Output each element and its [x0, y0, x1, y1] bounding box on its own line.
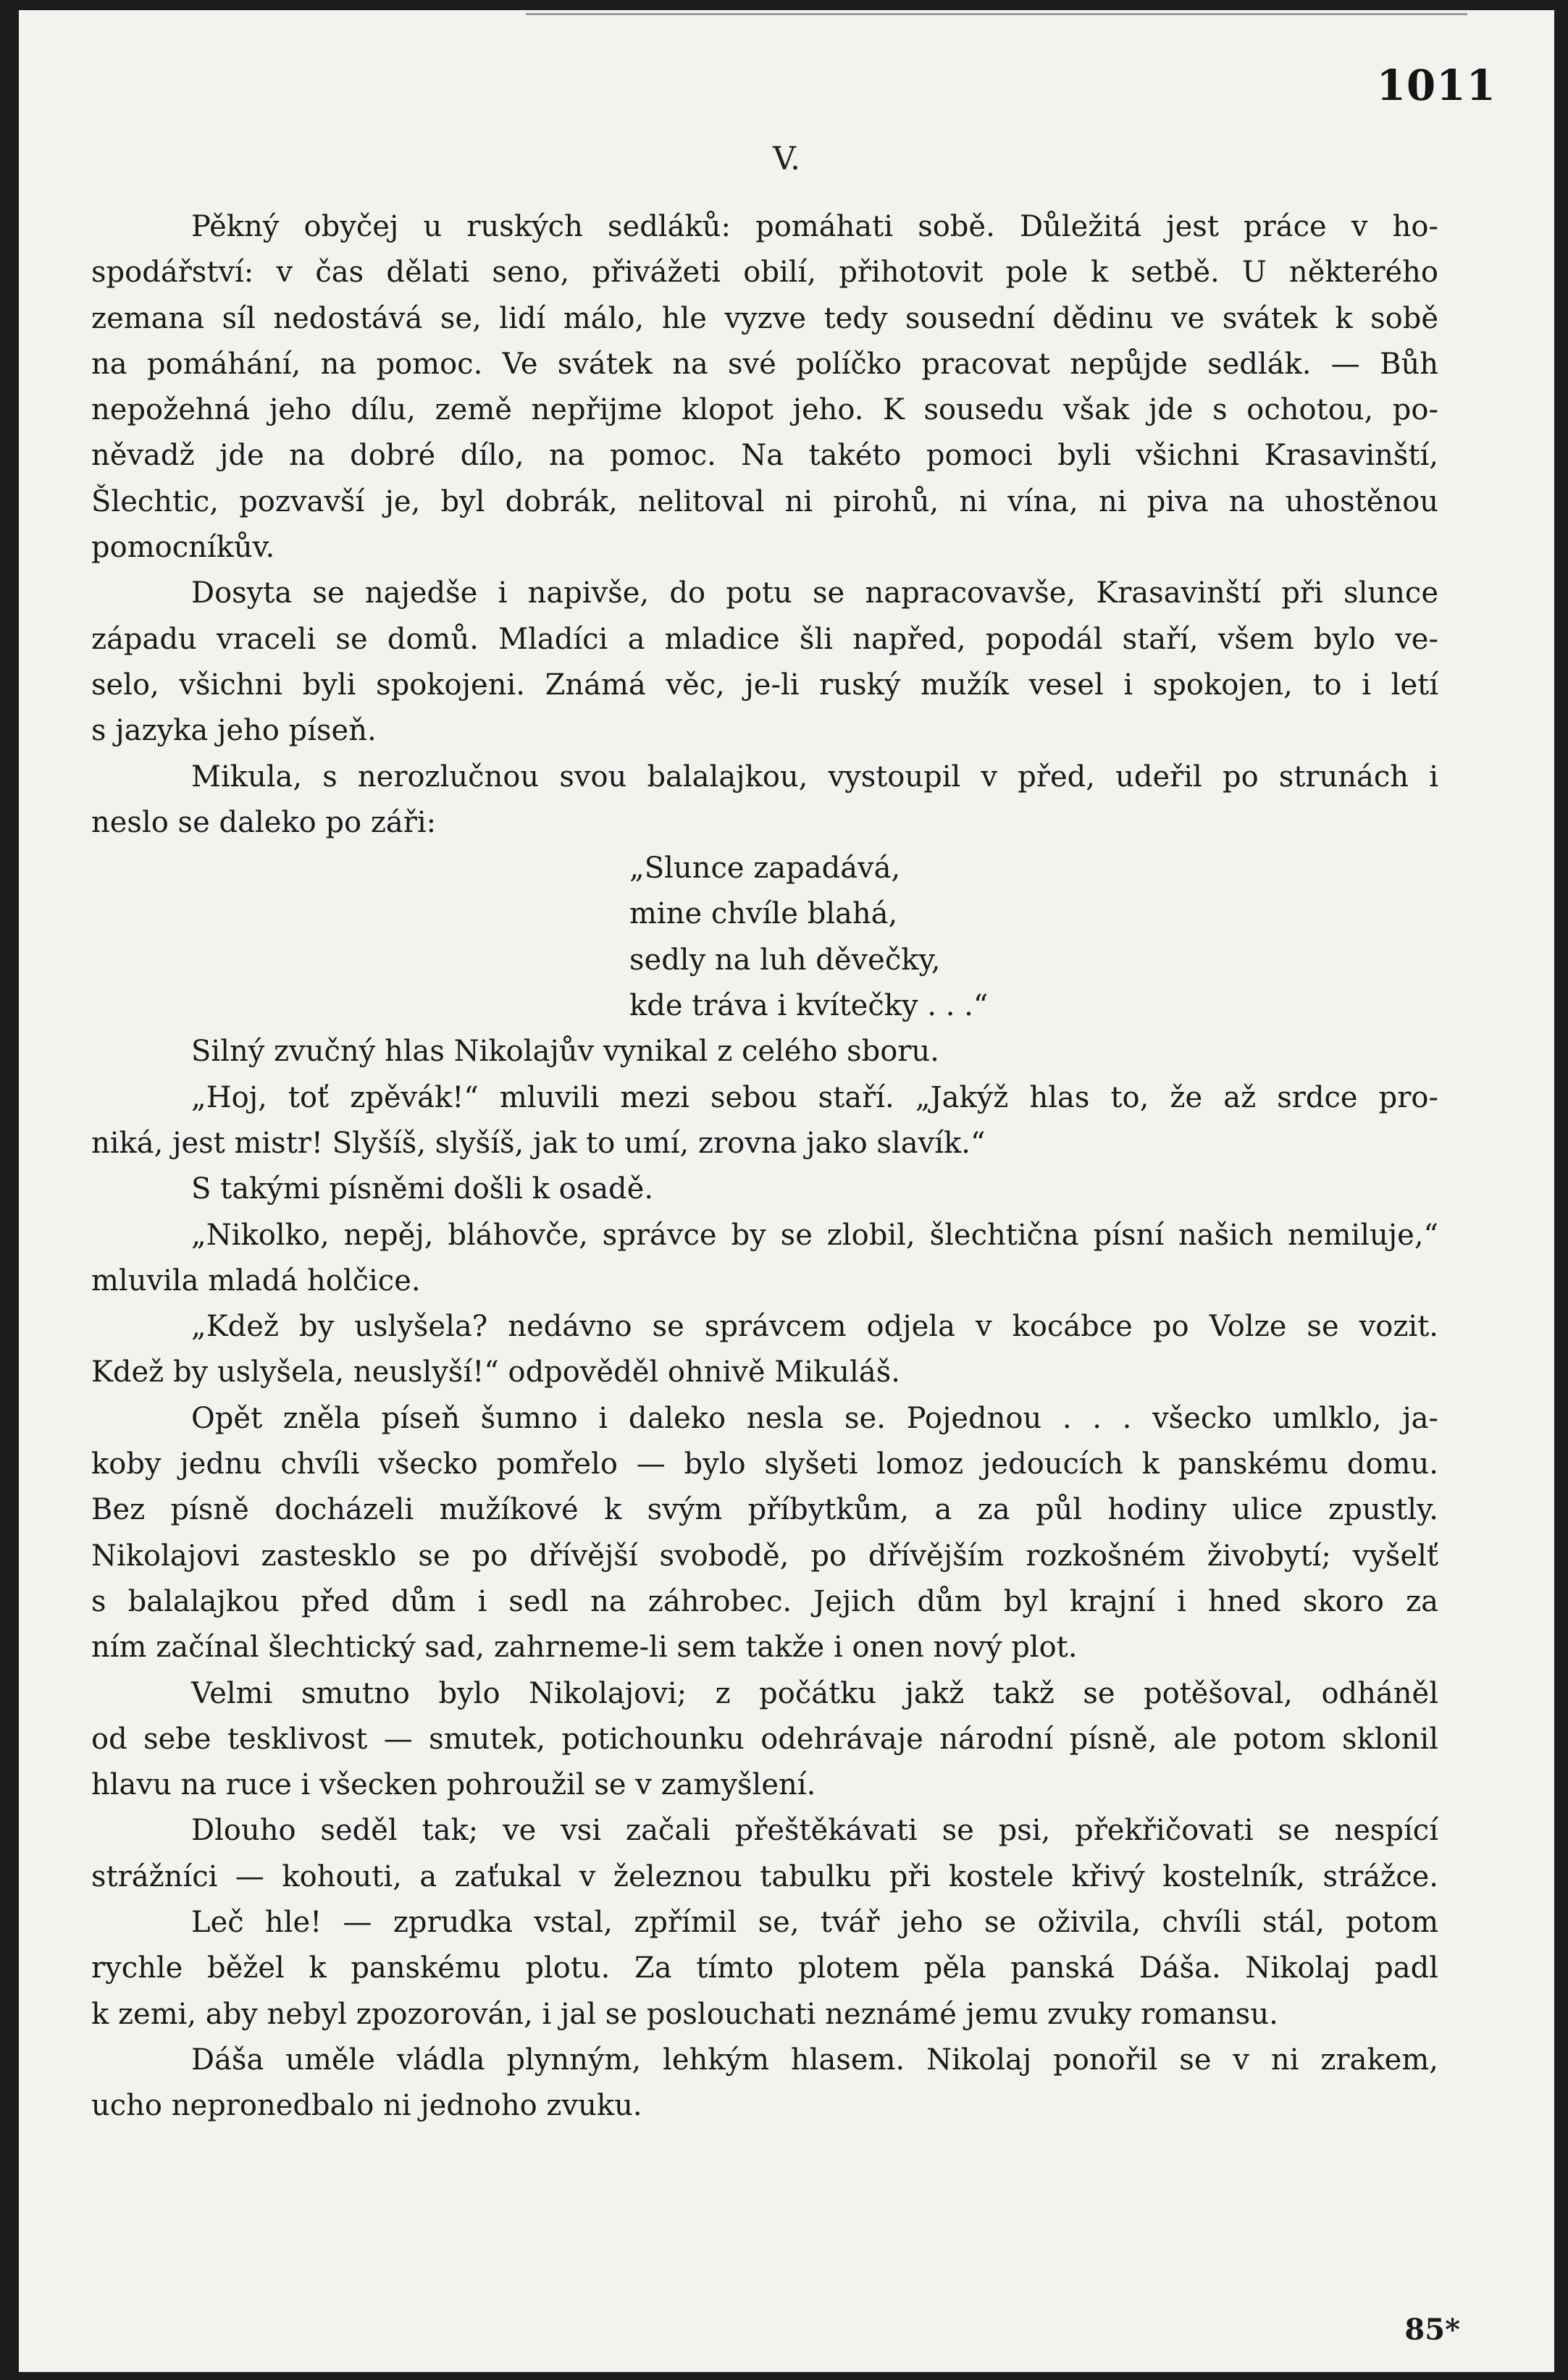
- verse-line: „Slunce zapadává,: [629, 851, 901, 886]
- text-line: ucho nepronedbalo ni jednoho zvuku.: [91, 2089, 642, 2123]
- text-line: Šlechtic, pozvavší je, byl dobrák, nelitoval ni pirohů, ni vína, ni piva na uhostěnou: [91, 484, 1438, 518]
- text-line: selo, všichni byli spokojeni. Známá věc, je-li ruský mužík vesel i spokojen, to i letí: [91, 668, 1438, 702]
- top-rule: [526, 13, 1467, 15]
- text-line: Bez písně docházeli mužíkové k svým příbytkům, a za půl hodiny ulice zpustly.: [91, 1493, 1438, 1527]
- text-line: niká, jest mistr! Slyšíš, slyšíš, jak to umí, zrovna jako slavík.“: [91, 1126, 986, 1160]
- text-line: Leč hle! — zprudka vstal, zpřímil se, tvář jeho se oživila, chvíli stál, potom: [191, 1905, 1438, 1939]
- text-line: spodářství: v čas dělati seno, přivážeti obilí, přihotovit pole k setbě. U některého: [91, 256, 1438, 290]
- text-line: hlavu na ruce i všecken pohroužil se v zamyšlení.: [91, 1768, 816, 1802]
- text-line: západu vraceli se domů. Mladíci a mladice šli napřed, popodál staří, všem bylo ve-: [91, 622, 1438, 656]
- verse-line: mine chvíle blahá,: [629, 897, 898, 931]
- text-line: strážníci — kohouti, a zaťukal v železnou tabulku při kostele křivý kostelník, strážce.: [91, 1859, 1438, 1893]
- text-line: „Nikolko, nepěj, bláhovče, správce by se zlobil, šlechtična písní našich nemiluje,“: [191, 1218, 1438, 1252]
- verse-line: kde tráva i kvítečky . . .“: [629, 989, 989, 1023]
- text-line: neslo se daleko po záři:: [91, 805, 437, 839]
- text-line: s balalajkou před dům i sedl na záhrobec. Jejich dům byl krajní i hned skoro za: [91, 1584, 1438, 1618]
- signature-mark: 85*: [1404, 2313, 1460, 2347]
- text-line: Pěkný obyčej u ruských sedláků: pomáhati sobě. Důležitá jest práce v ho-: [191, 210, 1438, 243]
- text-line: nepožehná jeho dílu, země nepřijme klopot jeho. K sousedu však jde s ochotou, po-: [91, 393, 1438, 427]
- text-line: Mikula, s nerozlučnou svou balalajkou, vystoupil v před, udeřil po strunách i: [191, 760, 1438, 794]
- text-line: Silný zvučný hlas Nikolajův vynikal z celého sboru.: [191, 1035, 939, 1069]
- text-line: S takými písněmi došli k osadě.: [191, 1172, 654, 1206]
- chapter-heading: V.: [772, 140, 801, 177]
- text-line: koby jednu chvíli všecko pomřelo — bylo slyšeti lomoz jedoucích k panskému domu.: [91, 1447, 1438, 1481]
- text-line: ním začínal šlechtický sad, zahrneme-li sem takže i onen nový plot.: [91, 1631, 1078, 1665]
- text-line: Velmi smutno bylo Nikolajovi; z počátku jakž takž se potěšoval, odháněl: [191, 1676, 1438, 1710]
- text-line: na pomáhání, na pomoc. Ve svátek na své políčko pracovat nepůjde sedlák. — Bůh: [91, 347, 1438, 381]
- text-line: k zemi, aby nebyl zpozorován, i jal se poslouchati neznámé jemu zvuky romansu.: [91, 1997, 1278, 2031]
- book-page: [19, 10, 1554, 2372]
- verse-line: sedly na luh děvečky,: [629, 943, 941, 977]
- text-line: Dlouho seděl tak; ve vsi začali přeštěkávati se psi, překřičovati se nespící: [191, 1814, 1438, 1848]
- text-line: Opět zněla píseň šumno i daleko nesla se. Pojednou . . . všecko umlklo, ja-: [191, 1401, 1438, 1435]
- text-line: rychle běžel k panskému plotu. Za tímto plotem pěla panská Dáša. Nikolaj padl: [91, 1951, 1438, 1985]
- body-text: [91, 204, 1438, 2129]
- text-line: Kdež by uslyšela, neuslyší!“ odpověděl ohnivě Mikuláš.: [91, 1355, 900, 1389]
- text-line: Nikolajovi zastesklo se po dřívější svobodě, po dřívějším rozkošném živobytí; vyšelť: [91, 1539, 1438, 1573]
- text-line: Dáša uměle vládla plynným, lehkým hlasem. Nikolaj ponořil se v ni zrakem,: [191, 2043, 1438, 2077]
- text-line: „Kdež by uslyšela? nedávno se správcem odjela v kocábce po Volze se vozit.: [191, 1310, 1438, 1344]
- text-line: něvadž jde na dobré dílo, na pomoc. Na takéto pomoci byli všichni Krasavinští,: [91, 439, 1438, 473]
- text-line: Dosyta se najedše i napivše, do potu se napracovavše, Krasavinští při slunce: [191, 576, 1438, 610]
- text-line: od sebe tesklivost — smutek, potichounku odehrávaje národní písně, ale potom sklonil: [91, 1722, 1438, 1756]
- text-line: zemana síl nedostává se, lidí málo, hle vyzve tedy sousední dědinu ve svátek k sobě: [91, 301, 1438, 335]
- text-line: mluvila mladá holčice.: [91, 1263, 421, 1298]
- page-number: 1011: [1376, 61, 1496, 110]
- text-line: „Hoj, toť zpěvák!“ mluvili mezi sebou staří. „Jakýž hlas to, že až srdce pro-: [191, 1080, 1438, 1114]
- text-line: s jazyka jeho píseň.: [91, 714, 377, 748]
- text-line: pomocníkův.: [91, 531, 275, 565]
